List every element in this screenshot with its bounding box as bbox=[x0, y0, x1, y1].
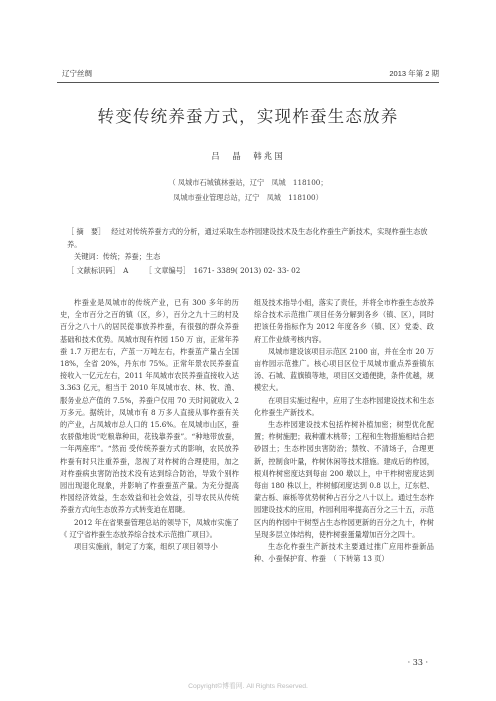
body-paragraph: 2012 年在省果蚕管理总站的领导下，凤城市实施了《 辽宁省柞蚕生态放养综合技术示范推广项目》。 bbox=[60, 517, 239, 539]
abstract-text: 经过对传统养蚕方式的分析，通过采取生态柞园建设技术及生态化柞蚕生产新技术，实现柞蚕生态放养。 bbox=[67, 227, 428, 249]
copyright-footer: Copyright©博看网. All Rights Reserved. bbox=[188, 683, 308, 690]
body-left-column bbox=[60, 297, 239, 553]
article-title: 转变传统养蚕方式，实现柞蚕生态放养 bbox=[97, 108, 399, 126]
classification-line bbox=[67, 266, 439, 276]
journal-name: 辽宁丝绸 bbox=[62, 69, 92, 78]
abstract-label: ［ 摘 要］ bbox=[67, 227, 106, 236]
running-header bbox=[57, 68, 439, 80]
body-paragraph: 柞蚕业是凤城市的传统产业，已有 300 多年的历史，全市百分之百的镇（区，乡），百分之九十三的村及百分之八十八的居民從事放养柞蚕，有很强的群众养蚕基础和技术优势。凤城市现有柞园 150 万 亩，正常年养蚕 1.7 万把左右，产茧一万吨左右，柞蚕茧产量占全国 18%，全省 20%，丹东市 75%。正常年景农民养蚕直接收入一亿元左右，2011 年凤城市农民养蚕直接收入达 3.363 亿元，相当于 2010 年凤城市农、林、牧、渔、服务业总产值的 7.5%，养蚕户仅用 70 天时间就收入 2 万多元。据统计，凤城市有 8 万多人直接从事柞蚕有关的产业，占凤城市总人口的 15.6%。在凤城市山区，蚕农骄傲地说“吃粮靠种田，花钱靠养蚕”。“种地带放蚕，一年两座库”。“然而 受传统养蚕方式的影响，农民放养柞蚕有时只注重养蚕，忽视了对柞树的合理使用，加之对柞蚕病虫害防治技术没有达到综合防治，导致个别柞园出现退化现象，并影响了柞蚕蚕茧产量。为充分提高柞园经济效益，生态效益和社会效益，引导农民从传统养蚕方式向生态放养方式转变迫在眉睫。 bbox=[60, 298, 239, 515]
document-code: ［ 文献标识码］ A bbox=[67, 266, 129, 275]
article-authors: 吕 晶 韩兆国 bbox=[211, 152, 285, 162]
abstract bbox=[67, 225, 439, 251]
body-paragraph: 凤城市建设该项目示范区 2100 亩，并在全市 20 万亩柞园示范推广。核心项目区位于凤城市重点养蚕镇东汤、石城、蓝旗镇等地，项目区交通便捷，条件优越，规模宏大。 bbox=[254, 346, 434, 393]
body-paragraph: 项目实施前，制定了方案，组织了项目领导小 bbox=[74, 542, 218, 552]
affiliation-line-1: （ 凤城市石城镇林蚕站，辽宁 凤城 118100； bbox=[168, 178, 328, 187]
affiliation-line-2: 凤城市蚕业管理总站，辽宁 凤城 118100） bbox=[173, 193, 323, 202]
keywords: 关键词：传统；养蚕；生态 bbox=[74, 252, 161, 261]
issue-label: 2013 年第 2 期 bbox=[389, 69, 439, 78]
header-rule bbox=[57, 82, 439, 83]
page-number: · 33 · bbox=[407, 658, 428, 667]
body-paragraph: 生态柞园建设技术包括柞树补植加密；树型优化配置；柞树施肥；栽种灌木桃带；工程和生物措施相结合把砂固土；生态柞园虫害防治；禁牧、不清场子，合理更新，控制食叶量，柞树休闲等技术措施。建成后的柞园，根刈柞树密度达到每亩 200 墩以上，中干柞树密度达到每亩 180 株以上，柞树郁闭度达到 0.8 以上，辽东桤、蒙古栎、麻栎等优势树种占百分之八十以上。通过生态柞园建设技术的应用，柞园利用率提高百分之三十五，示范区内的柞园中干树型占生态柞园更新的百分之九十，柞树呈现多层立体结构，使柞树蚕蛋量增加百分之四十。 bbox=[254, 420, 434, 539]
body-paragraph: 生态化柞蚕生产新技术主要通过推广应用柞蚕新品种、小蚕保护育、柞蚕 （ 下转第 13 页） bbox=[254, 542, 434, 564]
body-paragraph: 在项目实施过程中，应用了生态柞园建设技术和生态化柞蚕生产新技术。 bbox=[254, 395, 434, 417]
body-paragraph: 组及技术指导小组，落实了责任，并将全市柞蚕生态放养综合技术示范推广项目任务分解到各乡（镇、区），同时把该任务指标作为 2012 年度各乡（镇、区）党委、政府工作业绩考核内容。 bbox=[254, 298, 434, 344]
article-number: ［ 文章编号］ 1671- 3389( 2013) 02- 33- 02 bbox=[144, 266, 301, 275]
body-right-column bbox=[254, 297, 434, 565]
